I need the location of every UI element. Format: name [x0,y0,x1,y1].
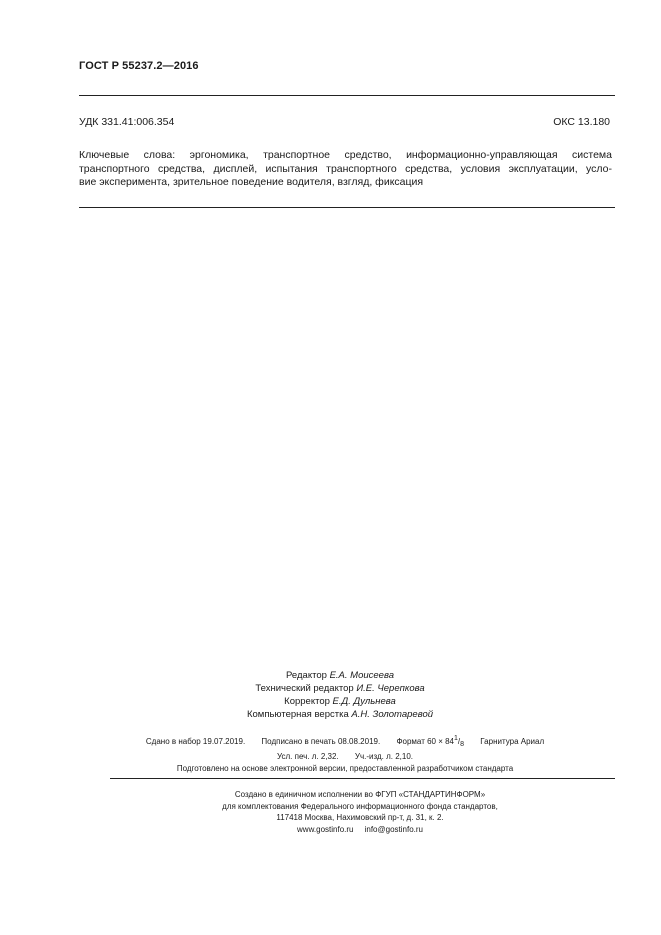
signed-date: Подписано в печать 08.08.2019. [261,737,381,746]
submitted-date: Сдано в набор 19.07.2019. [145,737,246,746]
udk-code: УДК 331.41:006.354 [79,116,175,128]
publish-sheets: Уч.-изд. л. 2,10. [354,752,414,761]
standard-code: ГОСТ Р 55237.2—2016 [79,60,199,72]
layout-line [200,708,480,721]
print-sheets: Усл. печ. л. 2,32. [276,752,339,761]
footer-contacts [150,824,570,836]
format-prefix: Формат 60 × 84 [396,737,454,746]
typeface: Гарнитура Ариал [480,737,545,746]
format-numerator: 1 [454,735,458,742]
paper-format: Формат 60 × 841/8 [396,735,465,748]
tech-editor-role: Технический редактор [255,683,354,694]
keywords-line-3: вие эксперимента, зрительное поведение водителя, взгляд, фиксация [79,176,424,188]
keywords-line-1: Ключевые слова: эргономика, транспортное средство, информационно-управляющая система [79,149,612,161]
publisher-footer [150,789,570,835]
print-info-line-2 [110,751,580,763]
footer-line-1: Создано в единичном исполнении во ФГУП «СТАНДАРТИНФОРМ» [234,790,486,799]
tech-editor-line [200,682,480,695]
keywords-block [79,149,612,190]
prepared-note: Подготовлено на основе электронной версии, предоставленной разработчиком стандарта [176,764,514,773]
website-link[interactable]: www.gostinfo.ru [297,824,354,834]
email-link[interactable]: info@gostinfo.ru [364,824,423,834]
layout-role: Компьютерная верстка [246,709,349,720]
footer-line-3: 117418 Москва, Нахимовский пр-т, д. 31, к. 2. [276,813,444,822]
format-denominator: 8 [460,741,465,748]
print-info-line-1 [110,733,580,751]
keywords-divider [79,207,615,208]
editor-line [200,669,480,682]
top-divider [79,95,615,96]
corrector-name: Е.Д. Дульнева [332,696,396,707]
layout-name: А.Н. Золотаревой [351,709,434,720]
editor-role: Редактор [286,670,327,681]
footer-line-2: для комплектования Федерального информационного фонда стандартов, [222,801,498,811]
corrector-role: Корректор [284,696,330,707]
tech-editor-name: И.Е. Черепкова [356,683,425,694]
oks-code: ОКС 13.180 [553,116,610,128]
print-info-block [110,733,580,775]
keywords-line-2: транспортного средства, дисплей, испытания транспортного средства, условия эксплуатации, усло- [79,162,612,175]
editor-name: Е.А. Моисеева [329,670,394,681]
corrector-line [200,695,480,708]
credits-block [200,669,480,721]
footer-divider [110,778,615,779]
